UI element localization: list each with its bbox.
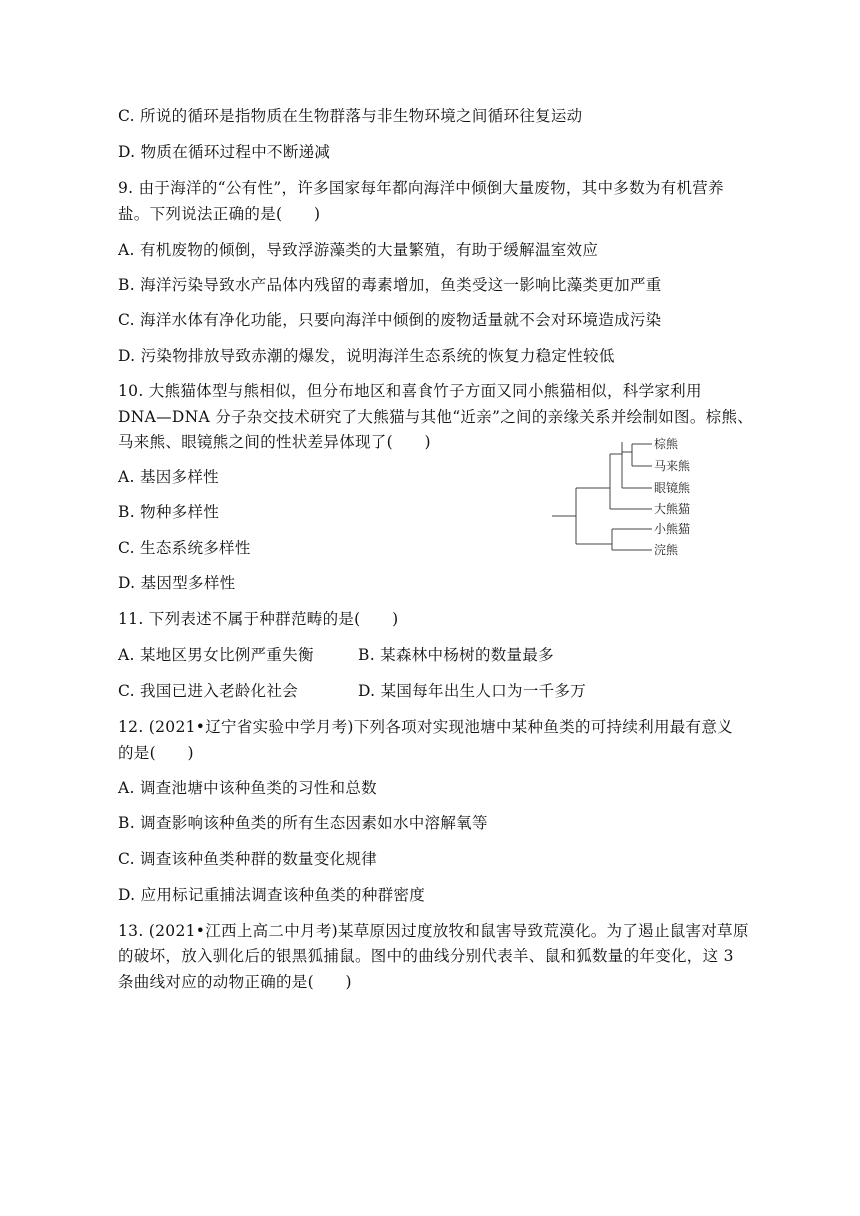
q11-option-a: A. 某地区男女比例严重失衡 [118,646,314,664]
q10-stem-line-3: 马来熊、眼镜熊之间的性状差异体现了( ) [118,433,431,451]
q10-option-a: A. 基因多样性 [118,468,219,486]
q12-option-a: A. 调查池塘中该种鱼类的习性和总数 [118,779,377,797]
tree-label-giant-panda: 大熊猫 [654,502,691,516]
tree-label-raccoon: 浣熊 [654,543,679,557]
tree-label-brown-bear: 棕熊 [654,437,679,451]
q10-option-b: B. 物种多样性 [118,503,220,521]
q10-stem-line-1: 10. 大熊猫体型与熊相似，但分布地区和喜食竹子方面又同小熊猫相似，科学家利用 [118,382,702,400]
q11-option-b: B. 某森林中杨树的数量最多 [358,646,554,664]
q9-stem-line-1: 9. 由于海洋的“公有性”，许多国家每年都向海洋中倾倒大量废物，其中多数为有机营养 [118,179,724,197]
q9-stem-line-2: 盐。下列说法正确的是( ) [118,205,321,223]
q13-stem-line-2: 的破坏，放入驯化后的银黑狐捕鼠。图中的曲线分别代表羊、鼠和狐数量的年变化，这 3 [118,947,734,965]
q11-stem: 11. 下列表述不属于种群范畴的是( ) [118,610,399,628]
q12-option-d: D. 应用标记重捕法调查该种鱼类的种群密度 [118,886,426,904]
q11-option-d: D. 某国每年出生人口为一千多万 [358,682,587,700]
q12-stem-line-1: 12. (2021•辽宁省实验中学月考)下列各项对实现池塘中某种鱼类的可持续利用最有意义 [118,718,733,736]
q13-stem-line-1: 13. (2021•江西上高二中月考)某草原因过度放牧和鼠害导致荒漠化。为了遏止鼠害对草原 [118,922,749,940]
q8-option-c: C. 所说的循环是指物质在生物群落与非生物环境之间循环往复运动 [118,107,583,125]
phylogenetic-tree-figure [552,432,712,562]
q9-option-d: D. 污染物排放导致赤潮的爆发，说明海洋生态系统的恢复力稳定性较低 [118,347,615,365]
q9-option-a: A. 有机废物的倾倒，导致浮游藻类的大量繁殖，有助于缓解温室效应 [118,241,599,259]
tree-label-spectacled-bear: 眼镜熊 [654,481,691,495]
tree-label-red-panda: 小熊猫 [654,522,691,536]
phylogenetic-tree [552,432,712,562]
q8-option-d: D. 物质在循环过程中不断递减 [118,143,331,161]
q9-option-b: B. 海洋污染导致水产品体内残留的毒素增加，鱼类受这一影响比藻类更加严重 [118,276,662,294]
q12-option-c: C. 调查该种鱼类种群的数量变化规律 [118,850,378,868]
q11-option-c: C. 我国已进入老龄化社会 [118,682,299,700]
q13-stem-line-3: 条曲线对应的动物正确的是( ) [118,973,352,991]
q10-option-c: C. 生态系统多样性 [118,539,251,557]
q9-option-c: C. 海洋水体有净化功能，只要向海洋中倾倒的废物适量就不会对环境造成污染 [118,311,662,329]
q12-stem-line-2: 的是( ) [118,744,194,762]
tree-label-sun-bear: 马来熊 [654,459,691,473]
q10-option-d: D. 基因型多样性 [118,574,236,592]
q10-stem-line-2: DNA—DNA 分子杂交技术研究了大熊猫与其他“近亲”之间的亲缘关系并绘制如图。棕熊、 [118,408,754,426]
q12-option-b: B. 调查影响该种鱼类的所有生态因素如水中溶解氧等 [118,814,488,832]
